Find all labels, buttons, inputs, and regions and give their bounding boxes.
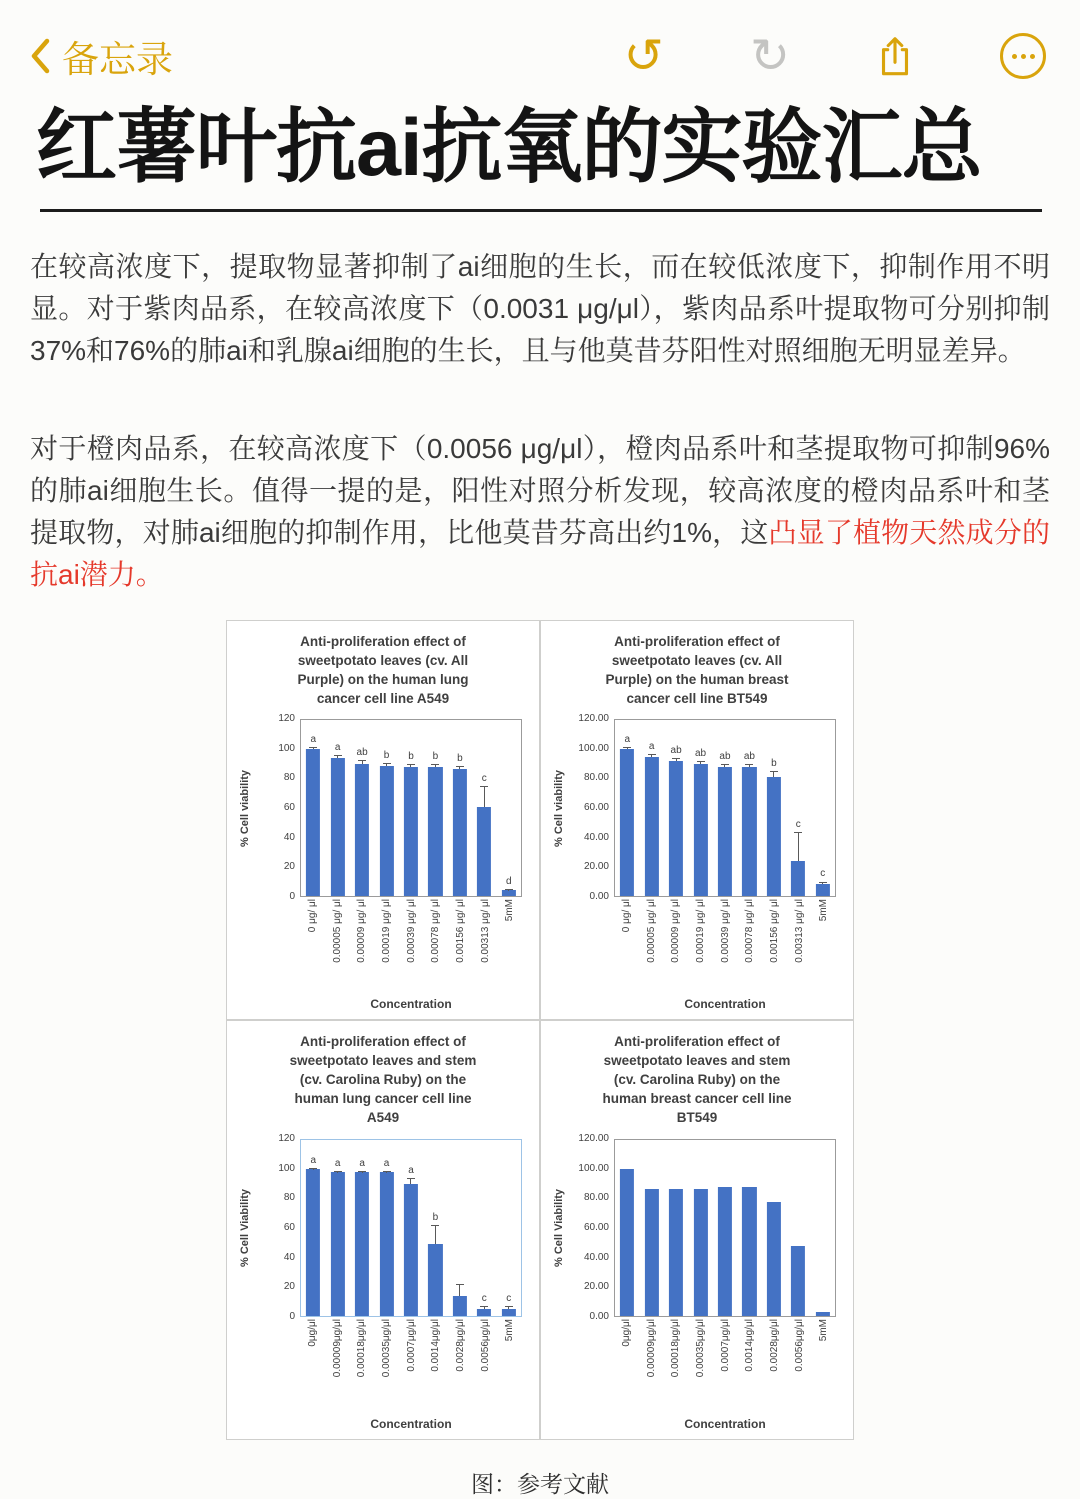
bar-chart-1 [226, 620, 540, 1020]
bar-column [374, 720, 398, 896]
paragraph-2-text: 对于橙肉品系，在较高浓度下（0.0056 μg/μl），橙肉品系叶和茎提取物可抑制96%的肺ai细胞生长。值得一提的是，阳性对照分析发现，较高浓度的橙肉品系叶和茎提取物，对肺ai细胞的抑制作用，比他莫昔芬高出约1%，这 [30, 433, 1050, 549]
error-bar [383, 763, 391, 766]
bar-column [301, 1140, 325, 1316]
chart-title: Anti-proliferation effect of sweetpotato leaves and stem (cv. Carolina Ruby) on the human lung cancer cell line A549 [289, 1034, 477, 1125]
bar [453, 1296, 467, 1317]
error-bar [358, 760, 366, 764]
plot-area [300, 719, 522, 897]
error-bar [480, 1306, 488, 1309]
bar [816, 1312, 830, 1316]
significance-letter: b [383, 749, 390, 761]
bar [645, 757, 659, 896]
significance-letter: b [771, 758, 777, 770]
significance-letter: a [359, 1157, 365, 1169]
y-tick-label: 0.00 [589, 1311, 609, 1323]
bar [791, 861, 805, 896]
error-bar [770, 771, 778, 777]
bar [477, 1309, 491, 1316]
chart-title: Anti-proliferation effect of sweetpotato leaves (cv. All Purple) on the human breast cancer cell line BT549 [605, 634, 789, 706]
bar [477, 807, 491, 896]
bar-column [448, 720, 472, 896]
bar [331, 758, 345, 896]
significance-letter: d [505, 875, 512, 887]
error-bar [456, 766, 464, 769]
bar-column [472, 1140, 496, 1316]
bar [355, 1172, 369, 1316]
y-tick-label: 120 [278, 1133, 295, 1145]
error-bar [794, 832, 802, 861]
bar-column [713, 720, 737, 896]
x-tick-label: 5mM [504, 899, 516, 922]
bar-column [664, 720, 688, 896]
x-axis-labels [614, 1319, 836, 1417]
share-icon[interactable] [876, 32, 914, 80]
bar-column [615, 1140, 639, 1316]
paragraph-2 [30, 428, 1050, 596]
x-tick-label: 0.0028μg/μl [454, 1319, 466, 1372]
x-tick-label: 5mM [818, 899, 830, 922]
y-tick-label: 60.00 [583, 802, 609, 814]
bar-column [737, 1140, 761, 1316]
significance-letter: ab [694, 748, 707, 760]
bar-column [713, 1140, 737, 1316]
undo-icon[interactable]: ↺ [623, 28, 664, 84]
y-tick-label: 80.00 [583, 772, 609, 784]
significance-letter: a [310, 1155, 316, 1167]
bar-column [399, 720, 423, 896]
error-bar [431, 1225, 439, 1244]
bar [331, 1172, 345, 1316]
bar-column [325, 1140, 349, 1316]
x-axis-title: Concentration [684, 997, 766, 1012]
y-axis-title: % Cell viability [553, 769, 565, 847]
bar-column [615, 720, 639, 896]
title-underline [40, 209, 1042, 212]
bar-column [301, 720, 325, 896]
y-tick-label: 20.00 [583, 1281, 609, 1293]
y-axis-ticks [254, 1133, 300, 1323]
x-tick-label: 5mM [504, 1319, 516, 1342]
y-tick-label: 20 [283, 861, 295, 873]
bar [428, 1244, 442, 1316]
y-tick-label: 100.00 [578, 1162, 609, 1174]
error-bar [819, 882, 827, 885]
y-axis-title: % Cell Viability [553, 1189, 565, 1268]
x-tick-label: 0.00009μg/μl [331, 1319, 343, 1378]
y-tick-label: 80.00 [583, 1192, 609, 1204]
significance-letter: b [432, 1212, 439, 1224]
significance-letter: a [624, 733, 630, 745]
page-title: 红薯叶抗ai抗氧的实验汇总 [36, 103, 982, 193]
significance-letter: b [432, 751, 439, 763]
y-tick-label: 80 [283, 772, 295, 784]
significance-letter: ab [670, 745, 682, 757]
y-tick-label: 80 [283, 1192, 295, 1204]
significance-letter: b [408, 751, 414, 763]
x-axis-title: Concentration [370, 1417, 452, 1432]
bar-column [688, 1140, 712, 1316]
bar [718, 767, 732, 896]
bar-column [786, 1140, 810, 1316]
bar-column [762, 1140, 786, 1316]
x-tick-label: 0.0014μg/μl [744, 1319, 756, 1372]
bar-column [423, 720, 447, 896]
error-bar [309, 1168, 317, 1169]
significance-letter: c [506, 1292, 512, 1304]
error-bar [505, 889, 513, 890]
bar [428, 767, 442, 896]
significance-letter: ab [356, 746, 368, 758]
back-label: 备忘录 [62, 39, 173, 80]
bar [620, 749, 634, 896]
significance-letter: c [481, 773, 487, 785]
back-button[interactable] [28, 29, 173, 83]
bar [742, 767, 756, 896]
significance-letter: c [795, 818, 801, 830]
bar [645, 1189, 659, 1317]
y-tick-label: 120.00 [578, 1133, 609, 1145]
bar-column [399, 1140, 423, 1316]
bar-chart-3 [226, 1020, 540, 1440]
x-tick-label: 0.00005 μg/ μl [645, 899, 657, 963]
y-tick-label: 60 [283, 1222, 295, 1234]
error-bar [745, 764, 753, 767]
error-bar [648, 754, 656, 757]
y-axis-ticks [568, 713, 614, 903]
bar [693, 1189, 707, 1317]
bar [620, 1169, 634, 1316]
x-tick-label: 0.00039 μg/ μl [405, 899, 417, 963]
x-tick-label: 0.0056μg/μl [479, 1319, 491, 1372]
x-tick-label: 0.00313 μg/ μl [793, 899, 805, 963]
paragraph-2-highlight: 凸显了植物天然成分的抗ai潜力。 [30, 517, 1050, 591]
error-bar [407, 1178, 415, 1184]
x-axis-title: Concentration [684, 1417, 766, 1432]
error-bar [456, 1284, 464, 1296]
x-tick-label: 0.00009 μg/ μl [356, 899, 368, 963]
y-axis-title: % Cell viability [239, 769, 251, 847]
y-tick-label: 0.00 [589, 891, 609, 903]
y-tick-label: 40.00 [583, 1251, 609, 1263]
y-tick-label: 100 [278, 742, 295, 754]
bar [306, 749, 320, 896]
bar-column [448, 1140, 472, 1316]
x-tick-label: 0.00019 μg/ μl [380, 899, 392, 963]
chart-title: Anti-proliferation effect of sweetpotato leaves (cv. All Purple) on the human lung cancer cell line A549 [297, 634, 469, 706]
x-axis-labels [614, 899, 836, 997]
bar [404, 767, 418, 896]
x-tick-label: 0.00005 μg/ μl [331, 899, 343, 963]
significance-letter: a [310, 733, 316, 745]
plot-area [614, 719, 836, 897]
y-tick-label: 40.00 [583, 831, 609, 843]
x-tick-label: 0.0007μg/μl [719, 1319, 731, 1372]
bar [379, 766, 393, 897]
x-tick-label: 0 μg/ μl [620, 899, 632, 933]
x-tick-label: 0.00156 μg/ μl [768, 899, 780, 963]
x-tick-label: 0.00009 μg/ μl [670, 899, 682, 963]
x-tick-label: 0.0014μg/μl [430, 1319, 442, 1372]
bar [502, 890, 516, 896]
x-axis-labels [300, 899, 522, 997]
error-bar [334, 1171, 342, 1172]
bar-column [497, 720, 521, 896]
y-tick-label: 0 [289, 1311, 295, 1323]
x-tick-label: 0.00035μg/μl [380, 1319, 392, 1378]
bar-column [762, 720, 786, 896]
y-tick-label: 40 [283, 1251, 295, 1263]
y-tick-label: 20 [283, 1281, 295, 1293]
y-tick-label: 60.00 [583, 1222, 609, 1234]
error-bar [431, 764, 439, 767]
bar [379, 1172, 393, 1316]
paragraph-1: 在较高浓度下，提取物显著抑制了ai细胞的生长，而在较低浓度下，抑制作用不明显。对于紫肉品系，在较高浓度下（0.0031 μg/μl），紫肉品系叶提取物可分别抑制37%和76%的肺ai和乳腺ai细胞的生长，且与他莫昔芬阳性对照细胞无明显差异。 [30, 251, 1050, 367]
error-bar [697, 761, 705, 764]
y-tick-label: 100 [278, 1162, 295, 1174]
bar [502, 1309, 516, 1316]
x-tick-label: 0μg/μl [620, 1319, 632, 1347]
bar-column [350, 1140, 374, 1316]
x-axis-title: Concentration [370, 997, 452, 1012]
bar-column [786, 720, 810, 896]
nav-bar [0, 0, 1080, 88]
y-tick-label: 20.00 [583, 861, 609, 873]
x-tick-label: 0.00019 μg/ μl [694, 899, 706, 963]
back-chevron-icon [28, 36, 52, 76]
error-bar [309, 747, 317, 750]
x-tick-label: 0.00039 μg/ μl [719, 899, 731, 963]
significance-letter: a [383, 1157, 390, 1169]
x-tick-label: 0.00078 μg/ μl [744, 899, 756, 963]
significance-letter: c [481, 1292, 487, 1304]
y-tick-label: 60 [283, 802, 295, 814]
error-bar [505, 1306, 513, 1309]
significance-letter: b [457, 752, 463, 764]
charts-grid [226, 620, 854, 1440]
significance-letter: ab [743, 751, 755, 763]
significance-letter: a [334, 1157, 341, 1169]
significance-letter: a [408, 1165, 414, 1177]
significance-letter: ab [719, 751, 731, 763]
more-options-icon[interactable] [1000, 33, 1046, 79]
bar [791, 1246, 805, 1316]
bar [693, 764, 707, 896]
bar-chart-2 [540, 620, 854, 1020]
bar [742, 1187, 756, 1316]
bar [404, 1184, 418, 1316]
bar-column [811, 1140, 835, 1316]
y-axis-ticks [254, 713, 300, 903]
x-tick-label: 0μg/μl [306, 1319, 318, 1347]
y-tick-label: 120.00 [578, 713, 609, 725]
x-tick-label: 0.0007μg/μl [405, 1319, 417, 1372]
bar-column [639, 1140, 663, 1316]
chart-row [550, 1133, 844, 1323]
bar-column [737, 720, 761, 896]
error-bar [383, 1171, 391, 1172]
bar-column [472, 720, 496, 896]
x-tick-label: 0.00018μg/μl [670, 1319, 682, 1378]
bar [669, 1189, 683, 1317]
x-tick-label: 0.00009μg/μl [645, 1319, 657, 1378]
bar [816, 884, 830, 896]
y-tick-label: 120 [278, 713, 295, 725]
chart-row [236, 1133, 530, 1323]
bar [453, 769, 467, 897]
bar [767, 1202, 781, 1316]
error-bar [480, 786, 488, 807]
plot-area [300, 1139, 522, 1317]
bar-column [664, 1140, 688, 1316]
x-axis-labels [300, 1319, 522, 1417]
y-axis-title: % Cell Viability [239, 1189, 251, 1268]
y-tick-label: 40 [283, 831, 295, 843]
bar-chart-4 [540, 1020, 854, 1440]
error-bar [334, 755, 342, 758]
nav-icons [623, 28, 1046, 84]
figure-caption: 图：参考文献 [471, 1471, 609, 1498]
x-tick-label: 0.0028μg/μl [768, 1319, 780, 1372]
x-tick-label: 0.00156 μg/ μl [454, 899, 466, 963]
chart-row [236, 713, 530, 903]
significance-letter: a [648, 740, 655, 752]
bar [718, 1187, 732, 1316]
error-bar [358, 1171, 366, 1172]
x-tick-label: 5mM [818, 1319, 830, 1342]
x-tick-label: 0.00078 μg/ μl [430, 899, 442, 963]
plot-area [614, 1139, 836, 1317]
bar [306, 1169, 320, 1316]
significance-letter: c [820, 868, 826, 880]
redo-icon[interactable]: ↻ [749, 28, 790, 84]
bar-column [374, 1140, 398, 1316]
bar-column [811, 720, 835, 896]
x-tick-label: 0 μg/ μl [306, 899, 318, 933]
y-tick-label: 100.00 [578, 742, 609, 754]
bar-column [497, 1140, 521, 1316]
bar-column [639, 720, 663, 896]
error-bar [623, 747, 631, 750]
x-tick-label: 0.00018μg/μl [356, 1319, 368, 1378]
bar-column [350, 720, 374, 896]
significance-letter: a [334, 742, 341, 754]
bar-column [423, 1140, 447, 1316]
y-tick-label: 0 [289, 891, 295, 903]
chart-row [550, 713, 844, 903]
chart-title: Anti-proliferation effect of sweetpotato leaves and stem (cv. Carolina Ruby) on the human breast cancer cell line BT549 [602, 1034, 792, 1125]
x-tick-label: 0.00313 μg/ μl [479, 899, 491, 963]
bar [767, 777, 781, 896]
bar-column [325, 720, 349, 896]
bar [355, 764, 369, 896]
error-bar [672, 758, 680, 761]
error-bar [407, 764, 415, 767]
bar [669, 761, 683, 896]
bar-column [688, 720, 712, 896]
x-tick-label: 0.00035μg/μl [694, 1319, 706, 1378]
x-tick-label: 0.0056μg/μl [793, 1319, 805, 1372]
error-bar [721, 764, 729, 767]
y-axis-ticks [568, 1133, 614, 1323]
